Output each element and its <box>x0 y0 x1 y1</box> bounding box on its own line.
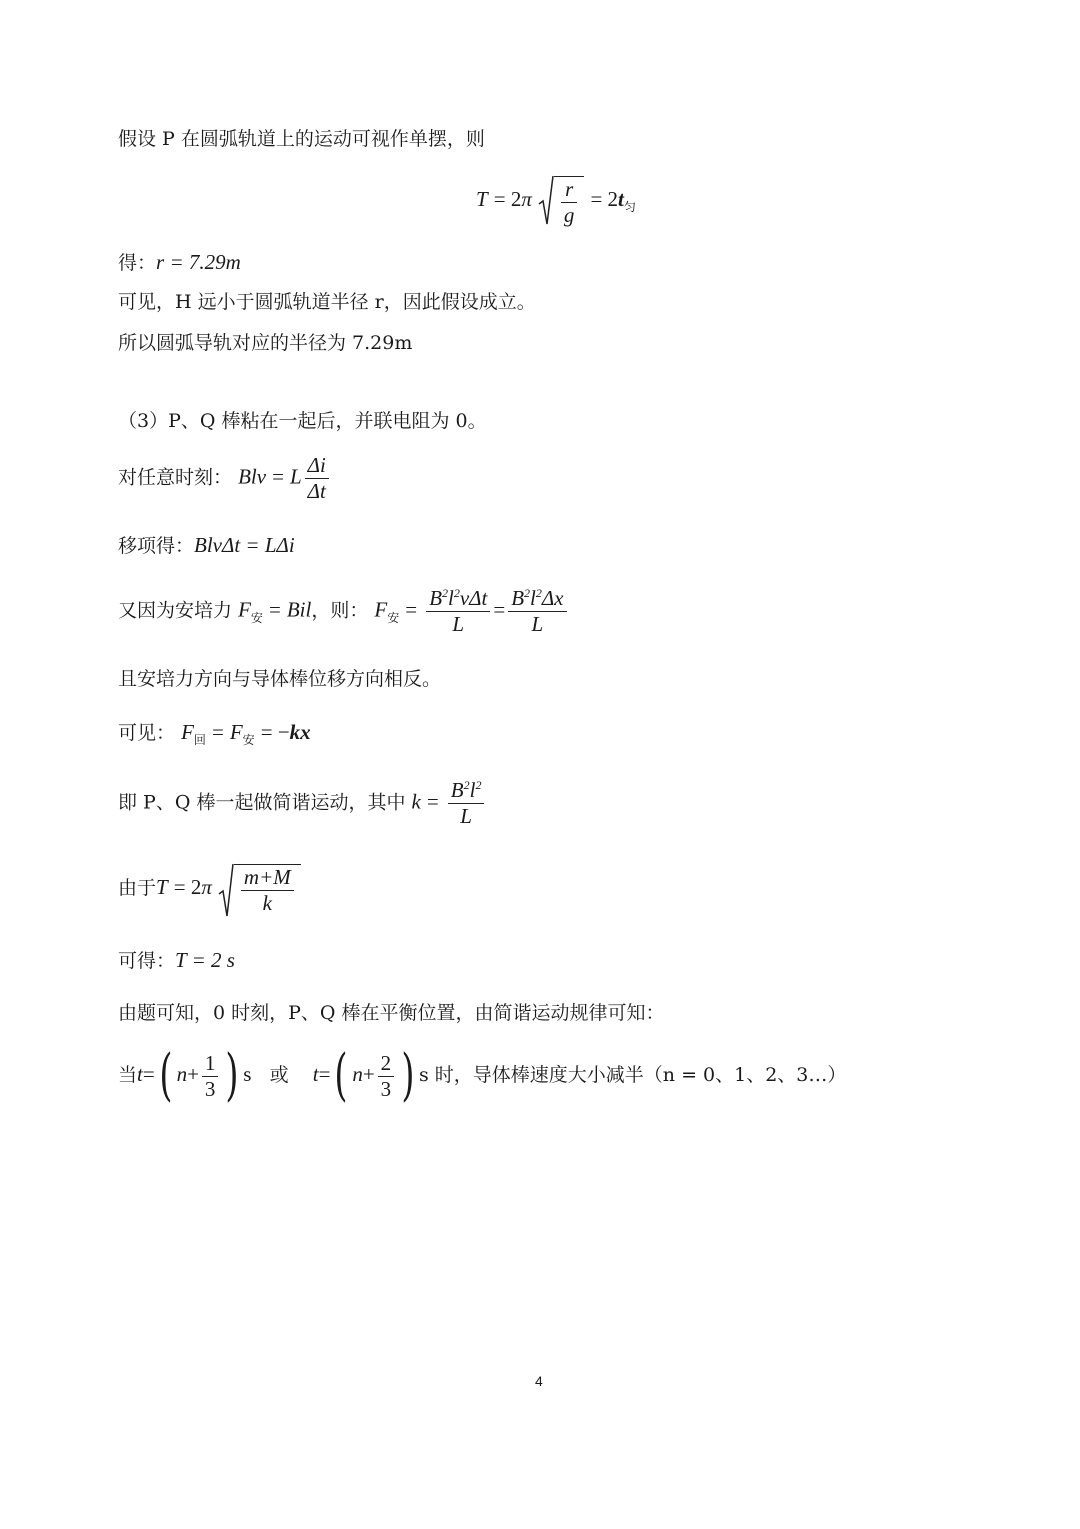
formula-rearranged: 移项得：BlvΔt = LΔi <box>118 533 295 557</box>
text-line-pendulum-assumption: 假设 P 在圆弧轨道上的运动可视作单摆，则 <box>118 128 485 150</box>
formula-period-pendulum: T = 2π $\frac{r}{g}$ = $2t_匀$ <box>476 177 636 227</box>
page-number: 4 <box>535 1373 543 1389</box>
text-line-part3-intro: （3）P、Q 棒粘在一起后，并联电阻为 0。 <box>118 410 487 432</box>
formula-time-half-speed: 当t=( n+ $\frac{1}{3}$ ) s 或 t=( n+ $\frac{2}{3}$ ) s 时，导体棒速度大小减半（n = 0、1、2、3…） <box>118 1043 847 1108</box>
text-line-radius-conclusion: 所以圆弧导轨对应的半径为 7.29m <box>118 332 413 354</box>
text-line-equilibrium: 由题可知，0 时刻，P、Q 棒在平衡位置，由简谐运动规律可知： <box>118 1002 665 1024</box>
text-line-force-direction: 且安培力方向与导体棒位移方向相反。 <box>118 668 442 690</box>
formula-spring-constant: 即 P、Q 棒一起做简谐运动，其中 k = $\frac{B^2l^2}{L}$ <box>118 780 487 827</box>
text-line-radius-result: 得：r = 7.29m <box>118 250 241 274</box>
formula-restoring-force: 可见： $F_回 = F_安 = -kx$ <box>118 720 311 747</box>
formula-emf-inductance: 对任意时刻： Blv = L $\frac{\Delta i}{\Delta t}$ <box>118 455 332 502</box>
formula-ampere-force: 又因为安培力 $F_安$ = Bil，则： $F_安$ = $\frac{B^2l^2v\Delta t}{L}$ = $\frac{B^2l^2\Delta x}{L}$ <box>118 588 570 635</box>
text-line-assumption-valid: 可见，H 远小于圆弧轨道半径 r，因此假设成立。 <box>118 291 536 313</box>
formula-shm-period: 由于T = 2π $\frac{m+M}{k}$ <box>118 864 301 914</box>
formula-period-result: 可得：T = 2 s <box>118 948 235 972</box>
